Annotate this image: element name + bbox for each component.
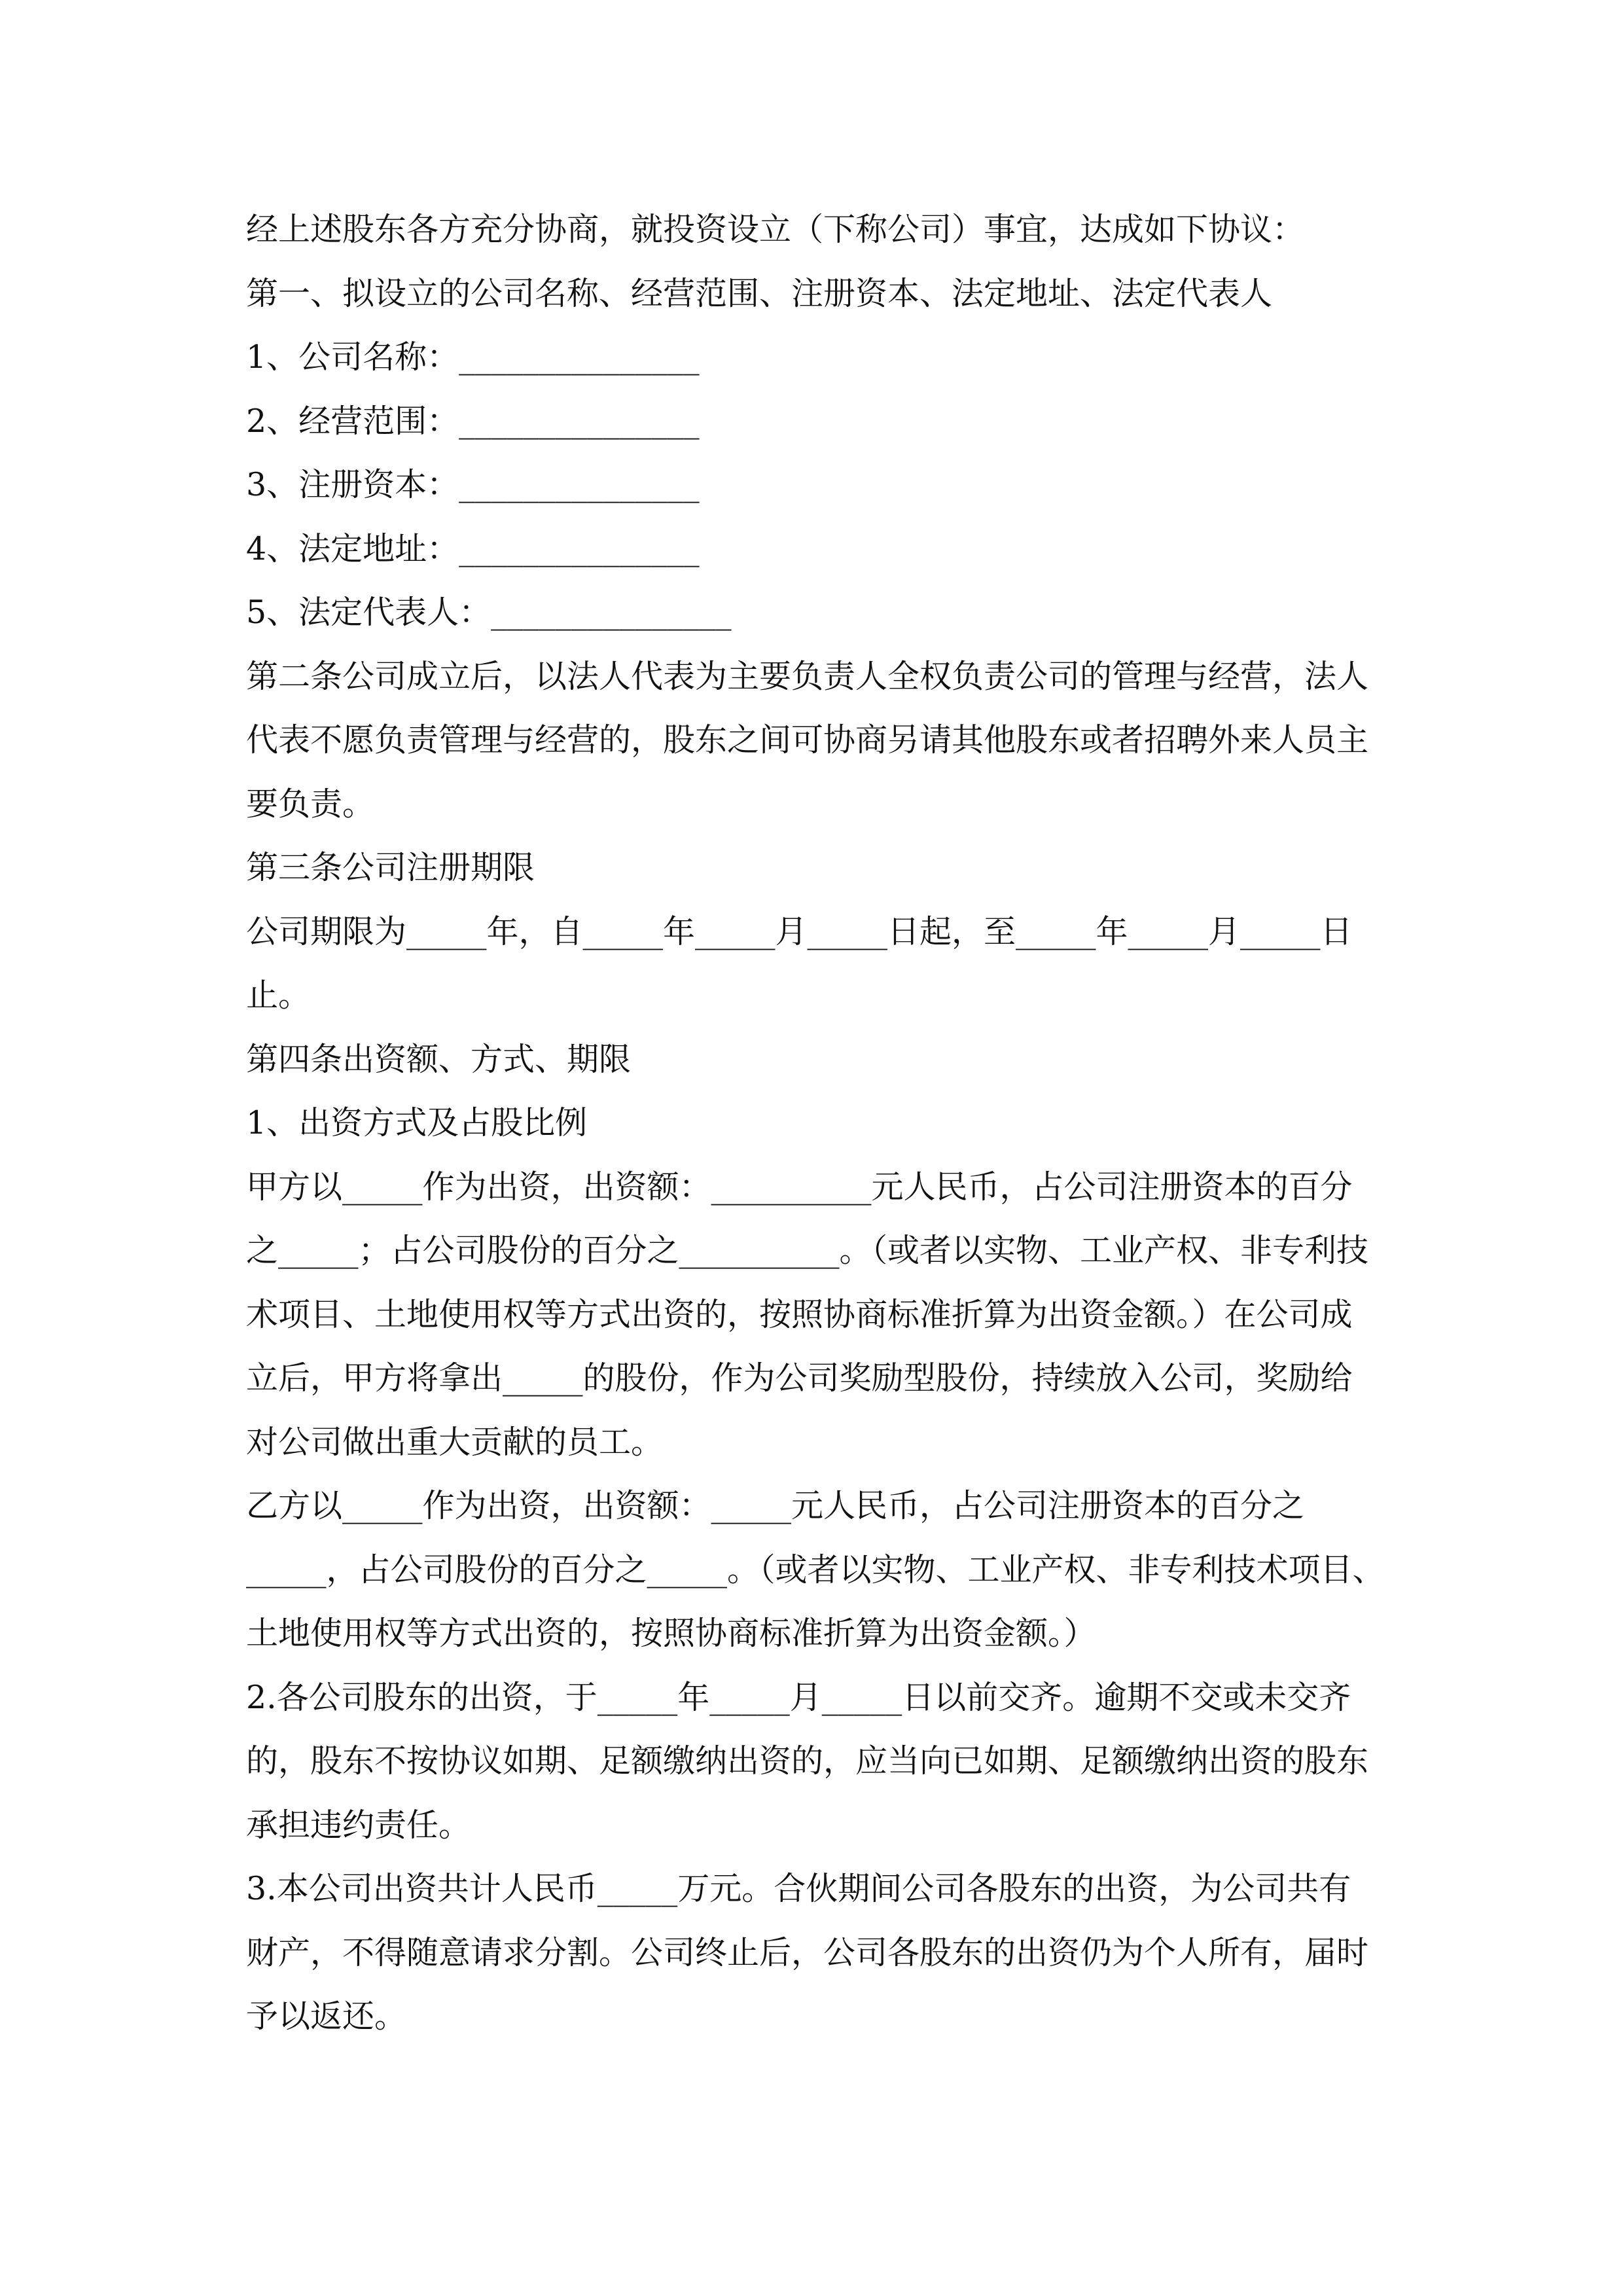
- text-line: 2.各公司股东的出资，于_____年_____月_____日以前交齐。逾期不交或未交齐: [246, 1678, 1351, 1716]
- text-line: 公司期限为_____年，自_____年_____月_____日起，至_____年_____月_____日: [246, 912, 1353, 950]
- text-line: 乙方以_____作为出资，出资额：_____元人民币，占公司注册资本的百分之: [246, 1487, 1305, 1524]
- text-line: 财产，不得随意请求分割。公司终止后，公司各股东的出资仍为个人所有，届时: [246, 1933, 1369, 1971]
- text-line: 承担违约责任。: [246, 1806, 471, 1844]
- text-line: 甲方以_____作为出资，出资额：__________元人民币，占公司注册资本的百分: [246, 1168, 1353, 1206]
- text-line: 予以返还。: [246, 1998, 407, 2035]
- text-line: _____，占公司股份的百分之_____。（或者以实物、工业产权、非专利技术项目、: [246, 1551, 1385, 1588]
- text-line: 第一、拟设立的公司名称、经营范围、注册资本、法定地址、法定代表人: [246, 274, 1273, 312]
- text-line: 对公司做出重大贡献的员工。: [246, 1423, 664, 1461]
- text-line: 4、法定地址：_______________: [246, 529, 700, 567]
- text-line: 立后，甲方将拿出_____的股份，作为公司奖励型股份，持续放入公司，奖励给: [246, 1359, 1353, 1397]
- text-line: 代表不愿负责管理与经营的，股东之间可协商另请其他股东或者招聘外来人员主: [246, 721, 1369, 759]
- text-line: 2、经营范围：_______________: [246, 402, 700, 440]
- text-line: 第四条出资额、方式、期限: [246, 1040, 632, 1078]
- text-line: 1、出资方式及占股比例: [246, 1104, 588, 1141]
- document-page: [246, 198, 1398, 2049]
- text-line: 土地使用权等方式出资的，按照协商标准折算为出资金额。）: [246, 1615, 1096, 1652]
- text-line: 要负责。: [246, 785, 375, 823]
- text-line: 5、法定代表人：_______________: [246, 594, 732, 631]
- text-line: 术项目、土地使用权等方式出资的，按照协商标准折算为出资金额。）在公司成: [246, 1295, 1353, 1333]
- text-line: 3、注册资本：_______________: [246, 466, 700, 503]
- text-line: 之_____；占公司股份的百分之__________。（或者以实物、工业产权、非专利技: [246, 1232, 1369, 1269]
- text-line: 第三条公司注册期限: [246, 849, 535, 886]
- text-line: 经上述股东各方充分协商，就投资设立（下称公司）事宜，达成如下协议：: [246, 211, 1305, 248]
- text-line: 止。: [246, 977, 311, 1014]
- text-line: 1、公司名称：_______________: [246, 338, 700, 376]
- text-line: 的，股东不按协议如期、足额缴纳出资的，应当向已如期、足额缴纳出资的股东: [246, 1742, 1369, 1780]
- text-line: 3.本公司出资共计人民币_____万元。合伙期间公司各股东的出资，为公司共有: [246, 1870, 1351, 1907]
- text-line: 第二条公司成立后，以法人代表为主要负责人全权负责公司的管理与经营，法人: [246, 657, 1369, 695]
